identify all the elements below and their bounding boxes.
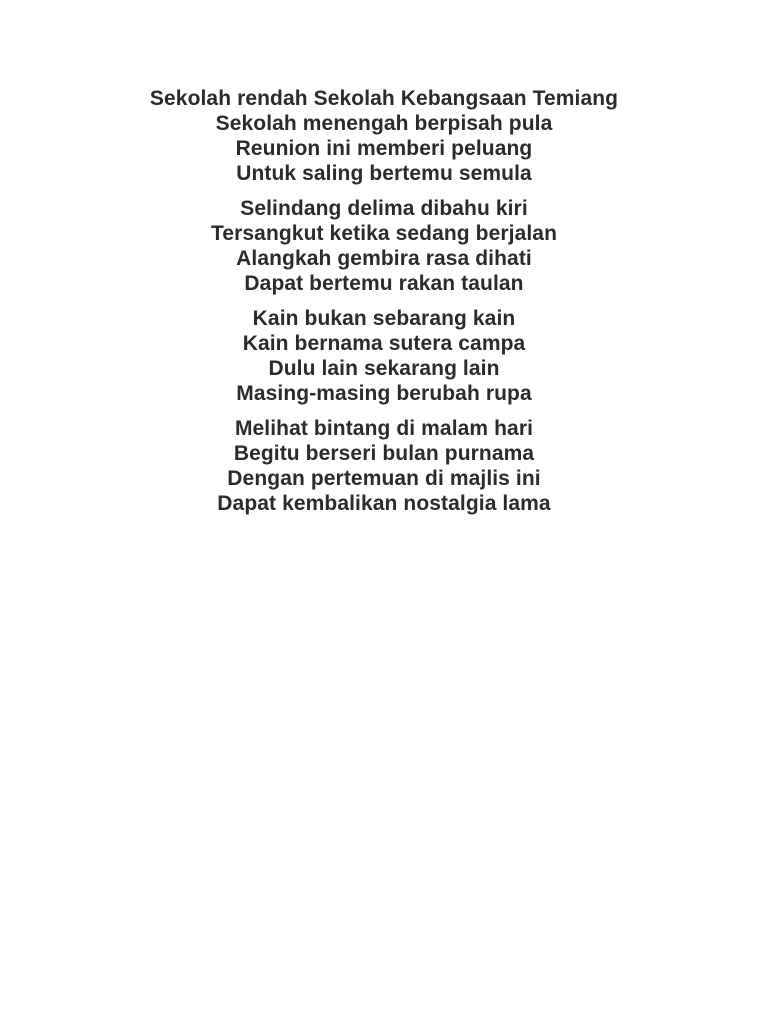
poem-document (0, 86, 768, 526)
poem-line: Dapat kembalikan nostalgia lama (217, 492, 551, 515)
poem-line: Kain bernama sutera campa (242, 332, 526, 355)
poem-line: Dulu lain sekarang lain (268, 357, 500, 380)
stanza-3 (0, 306, 768, 406)
poem-line: Sekolah menengah berpisah pula (215, 112, 553, 135)
poem-line: Untuk saling bertemu semula (236, 162, 532, 185)
poem-line: Melihat bintang di malam hari (234, 417, 534, 440)
poem-line: Dapat bertemu rakan taulan (244, 272, 524, 295)
poem-line: Sekolah rendah Sekolah Kebangsaan Temiang (149, 87, 619, 110)
poem-line: Begitu berseri bulan purnama (233, 442, 535, 465)
poem-line: Selindang delima dibahu kiri (240, 197, 528, 220)
stanza-1 (0, 86, 768, 186)
poem-line: Kain bukan sebarang kain (252, 307, 516, 330)
poem-line: Dengan pertemuan di majlis ini (227, 467, 541, 490)
stanza-4 (0, 416, 768, 516)
poem-line: Masing-masing berubah rupa (236, 382, 532, 405)
stanza-2 (0, 196, 768, 296)
poem-line: Tersangkut ketika sedang berjalan (210, 222, 558, 245)
poem-line: Reunion ini memberi peluang (235, 137, 533, 160)
poem-line: Alangkah gembira rasa dihati (236, 247, 532, 270)
